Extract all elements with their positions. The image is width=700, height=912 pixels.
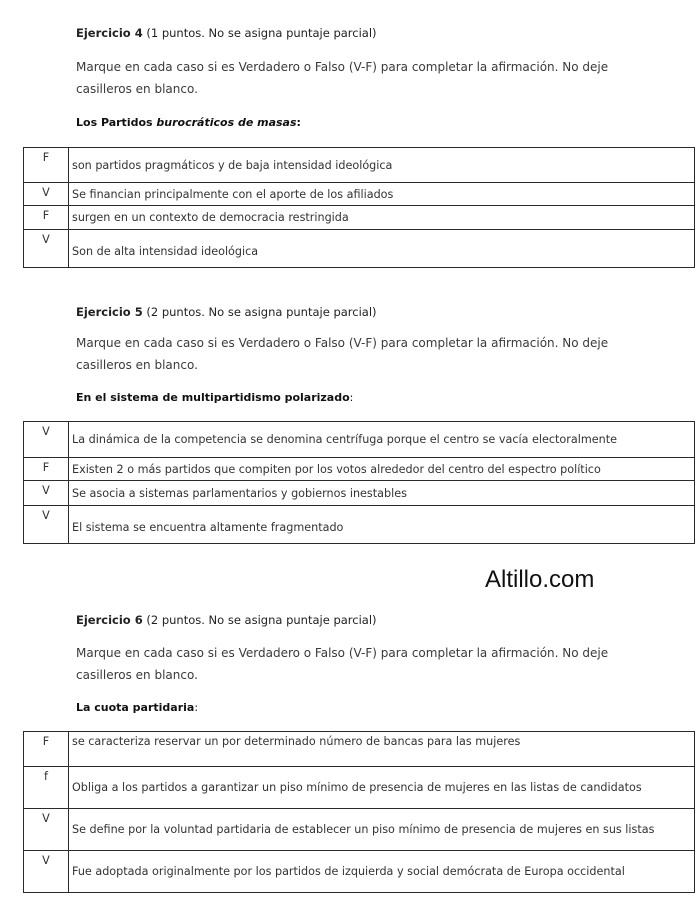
exercise-4-title-bold: Ejercicio 4 — [76, 26, 143, 40]
exercise-5-subheading-plain: En el sistema de multipartidismo polarizado — [76, 391, 350, 404]
statement-cell: La dinámica de la competencia se denomina centrífuga porque el centro se vacía electoralmente — [69, 422, 695, 458]
exercise-4-title — [76, 26, 377, 40]
answer-cell[interactable]: V — [24, 506, 69, 544]
answer-cell[interactable]: V — [24, 230, 69, 268]
statement-cell: se caracteriza reservar un por determinado número de bancas para las mujeres — [69, 732, 695, 767]
exercise-5-title-rest: (2 puntos. No se asigna puntaje parcial) — [142, 305, 377, 319]
statement-cell: Se define por la voluntad partidaria de establecer un piso mínimo de presencia de mujeres en sus listas — [69, 809, 695, 851]
statement-cell: Fue adoptada originalmente por los partidos de izquierda y social demócrata de Europa occidental — [69, 851, 695, 893]
exercise-5-table — [23, 421, 695, 544]
exercise-6-instructions: Marque en cada caso si es Verdadero o Falso (V-F) para completar la afirmación. No deje casilleros en blanco. — [76, 646, 609, 682]
table-row — [24, 809, 695, 851]
exercise-4-instructions: Marque en cada caso si es Verdadero o Falso (V-F) para completar la afirmación. No deje casilleros en blanco. — [76, 60, 609, 96]
exercise-6-title-rest: (2 puntos. No se asigna puntaje parcial) — [142, 613, 377, 627]
answer-cell[interactable]: V — [24, 851, 69, 893]
exercise-5-title-bold: Ejercicio 5 — [76, 305, 143, 319]
table-row — [24, 732, 695, 767]
exercise-4-title-rest: (1 puntos. No se asigna puntaje parcial) — [142, 26, 377, 40]
exercise-4-subheading-emphasis: burocráticos de masas — [156, 116, 297, 129]
exercise-6-table — [23, 731, 695, 893]
table-row — [24, 851, 695, 893]
exercise-4-subheading — [76, 116, 301, 129]
exercise-5-instructions: Marque en cada caso si es Verdadero o Falso (V-F) para completar la afirmación. No deje casilleros en blanco. — [76, 336, 609, 372]
statement-cell: Obliga a los partidos a garantizar un piso mínimo de presencia de mujeres en las listas de candidatos — [69, 767, 695, 809]
statement-cell: Se financian principalmente con el aporte de los afiliados — [69, 183, 695, 206]
answer-cell[interactable]: F — [24, 206, 69, 230]
exercise-6-subheading-plain: La cuota partidaria — [76, 701, 195, 714]
table-row — [24, 506, 695, 544]
statement-cell: Existen 2 o más partidos que compiten por los votos alrededor del centro del espectro político — [69, 458, 695, 481]
answer-cell[interactable]: F — [24, 732, 69, 767]
table-row — [24, 422, 695, 458]
exercise-4-table — [23, 147, 695, 268]
answer-cell[interactable]: F — [24, 458, 69, 481]
table-row — [24, 148, 695, 183]
table-row — [24, 767, 695, 809]
exercise-4-subheading-colon: : — [296, 116, 301, 129]
statement-cell: surgen en un contexto de democracia restringida — [69, 206, 695, 230]
answer-cell[interactable]: V — [24, 183, 69, 206]
table-row — [24, 458, 695, 481]
statement-cell: Son de alta intensidad ideológica — [69, 230, 695, 268]
table-row — [24, 206, 695, 230]
exercise-4-subheading-plain: Los Partidos — [76, 116, 157, 129]
answer-cell[interactable]: V — [24, 422, 69, 458]
table-row — [24, 183, 695, 206]
answer-cell[interactable]: F — [24, 148, 69, 183]
exercise-5-subheading-colon: : — [349, 391, 354, 404]
answer-cell[interactable]: f — [24, 767, 69, 809]
exercise-6-subheading-colon: : — [194, 701, 199, 714]
table-row — [24, 481, 695, 506]
altillo-watermark: Altillo.com — [485, 566, 595, 593]
exercise-6-subheading — [76, 701, 198, 714]
exercise-6-title — [76, 613, 377, 627]
exercise-5-subheading — [76, 391, 353, 404]
answer-cell[interactable]: V — [24, 481, 69, 506]
answer-cell[interactable]: V — [24, 809, 69, 851]
statement-cell: son partidos pragmáticos y de baja intensidad ideológica — [69, 148, 695, 183]
exercise-5-title — [76, 305, 377, 319]
statement-cell: El sistema se encuentra altamente fragmentado — [69, 506, 695, 544]
table-row — [24, 230, 695, 268]
exercise-6-title-bold: Ejercicio 6 — [76, 613, 143, 627]
statement-cell: Se asocia a sistemas parlamentarios y gobiernos inestables — [69, 481, 695, 506]
